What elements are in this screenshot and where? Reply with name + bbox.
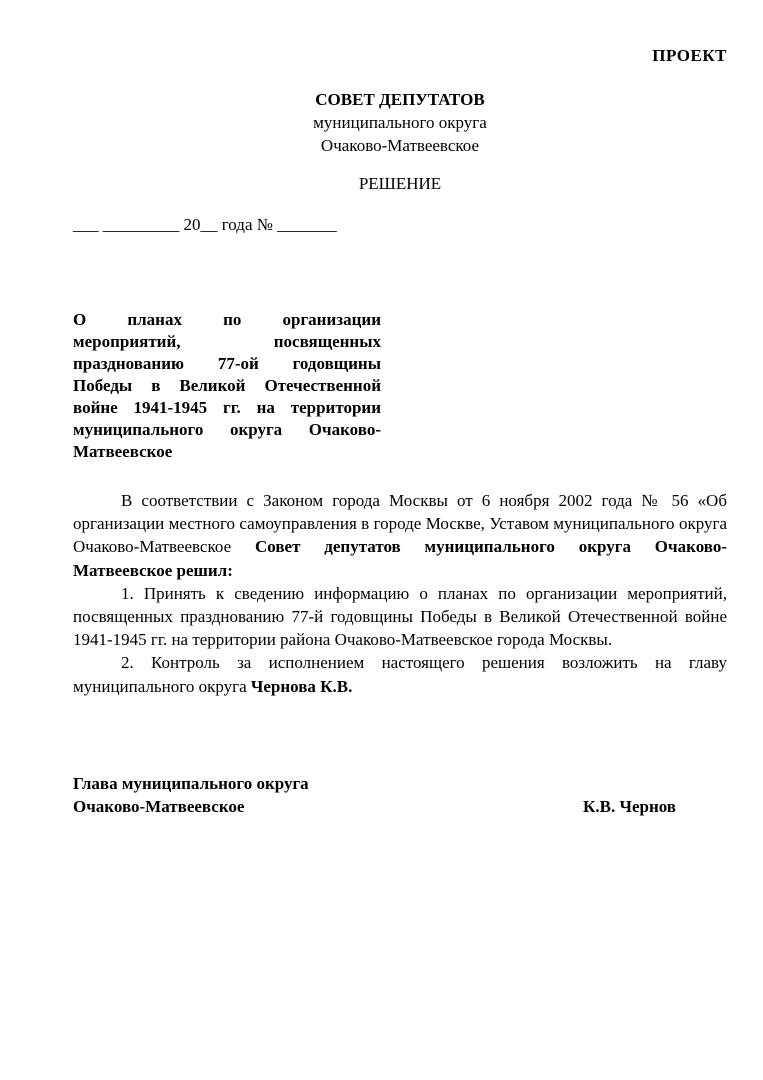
signatory-name: К.В. Чернов — [583, 797, 676, 816]
subject-line: Победы в Великой Отечественной — [73, 376, 381, 395]
subject-line: О планах по организации — [73, 310, 381, 329]
subject-line: празднованию 77-ой годовщины — [73, 354, 381, 373]
decision-item-1 — [73, 582, 727, 652]
document-header — [0, 88, 763, 157]
decision-label: РЕШЕНИЕ — [358, 174, 442, 193]
subject-line: муниципального округа Очаково- — [73, 420, 381, 439]
draft-stamp: ПРОЕКТ — [652, 46, 727, 65]
date-number-line: ___ _________ 20__ года № _______ — [73, 215, 337, 234]
preamble-paragraph — [73, 489, 727, 582]
item-text: 2. Контроль за исполнением настоящего решения возложить на главу муниципального округа — [73, 653, 727, 696]
signatory-title-line-1: Глава муниципального округа — [73, 774, 309, 793]
council-name: СОВЕТ ДЕПУТАТОВ — [315, 90, 485, 109]
decision-subject — [73, 309, 381, 463]
item-bold: Чернова К.В. — [250, 676, 353, 696]
district-line-2: Очаково-Матвеевское — [320, 136, 480, 155]
signatory-title-line-2: Очаково-Матвеевское — [73, 797, 245, 816]
decision-body — [73, 489, 727, 698]
preamble-bold: Совет депутатов муниципального округа Очаково-Матвеевское решил: — [73, 537, 727, 580]
subject-line: Матвеевское — [73, 442, 173, 461]
subject-line: войне 1941-1945 гг. на территории — [73, 398, 381, 417]
item-text: 1. Принять к сведению информацию о планах по организации мероприятий, посвященных празднованию 77-й годовщины Победы в Великой Отечественной войне 1941-1945 гг. на территории района Очаково-Матвеевское города Москвы. — [73, 583, 727, 650]
subject-line: мероприятий, посвященных — [73, 332, 381, 351]
preamble-text: В соответствии с Законом города Москвы от 6 ноября 2002 года № 56 «Об организации местного самоуправления в городе Москве, Уставом муниципального округа Очаково-Матвеевское — [73, 491, 727, 557]
decision-item-2 — [73, 651, 727, 697]
signature-block — [73, 772, 727, 818]
district-line-1: муниципального округа — [313, 113, 487, 132]
